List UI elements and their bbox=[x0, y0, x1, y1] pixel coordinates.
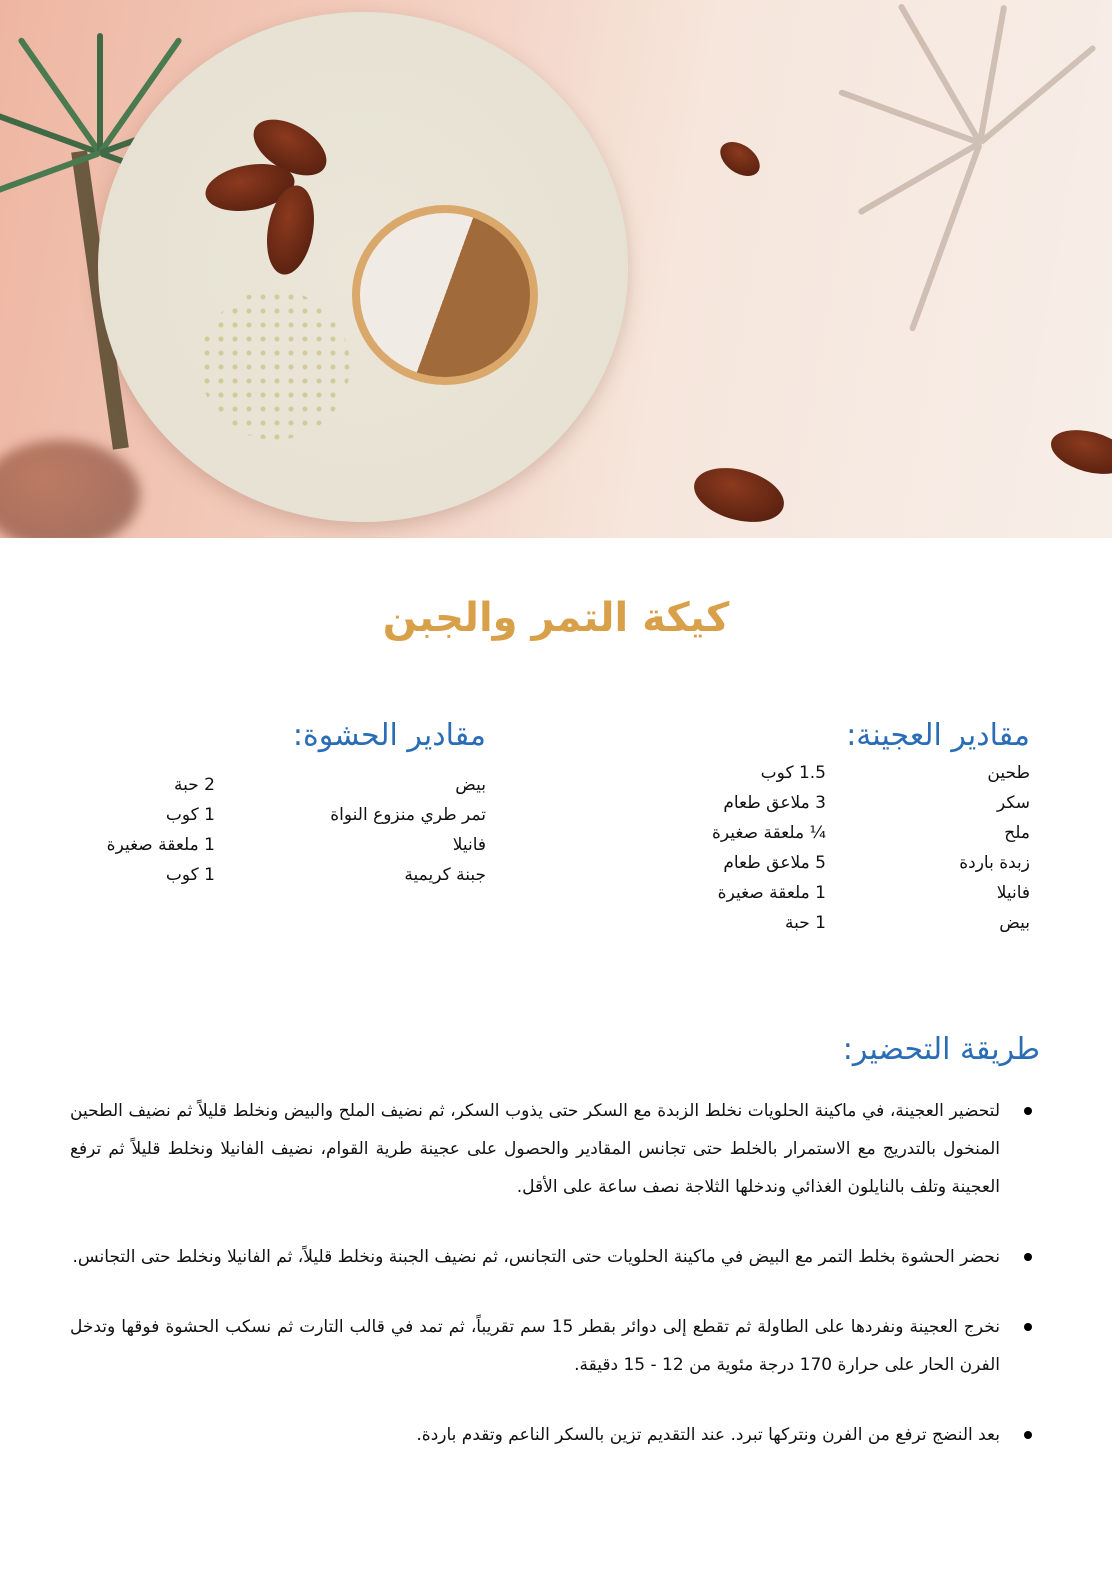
pistachio-sprinkle bbox=[200, 290, 350, 440]
ingredient-row bbox=[700, 908, 1030, 938]
ingredient-name: بيض bbox=[455, 775, 486, 795]
date bbox=[688, 459, 790, 531]
ingredient-qty: 3 ملاعق طعام bbox=[723, 793, 826, 813]
ingredient-name: طحين bbox=[987, 763, 1030, 783]
ingredient-row bbox=[700, 758, 1030, 788]
ingredient-name: فانيلا bbox=[452, 835, 486, 855]
ingredient-row bbox=[700, 848, 1030, 878]
method-heading: طريقة التحضير: bbox=[842, 1032, 1040, 1067]
hero-image bbox=[0, 0, 1112, 538]
ingredient-name: فانيلا bbox=[996, 883, 1030, 903]
ingredient-qty: 1 ملعقة صغيرة bbox=[717, 883, 826, 903]
ingredient-qty: 5 ملاعق طعام bbox=[723, 853, 826, 873]
ingredient-name: زبدة باردة bbox=[959, 853, 1030, 873]
ingredient-qty: 1 ملعقة صغيرة bbox=[106, 835, 215, 855]
ingredient-row bbox=[86, 860, 486, 890]
date bbox=[714, 135, 766, 183]
method-step: نخرج العجينة ونفردها على الطاولة ثم تقطع إلى دوائر بقطر 15 سم تقريباً، ثم تمد في قالب التارت ثم نسكب الحشوة فوقها وتدخل الفرن الحار على حرارة 170 درجة مئوية من 12 - 15 دقيقة. bbox=[70, 1308, 1000, 1384]
ingredient-name: تمر طري منزوع النواة bbox=[330, 805, 486, 825]
ingredient-name: ملح bbox=[1004, 823, 1030, 843]
ingredient-name: سكر bbox=[996, 793, 1030, 813]
ingredient-row bbox=[86, 830, 486, 860]
dough-ingredients bbox=[700, 758, 1030, 938]
ingredient-row bbox=[86, 770, 486, 800]
filling-ingredients bbox=[86, 770, 486, 890]
method-steps bbox=[70, 1092, 1040, 1486]
recipe-title: كيكة التمر والجبن bbox=[382, 595, 730, 641]
ingredient-qty: 1 كوب bbox=[165, 805, 215, 825]
ingredient-qty: ¼ ملعقة صغيرة bbox=[712, 823, 826, 843]
method-step: لتحضير العجينة، في ماكينة الحلويات نخلط الزبدة مع السكر حتى يذوب السكر، ثم نضيف الملح والبيض ونخلط قليلاً ثم نضيف الطحين المنخول بالتدريج مع الاستمرار بالخلط حتى تجانس المقادير والحصول على عجينة طرية القوام، نضيف الفانيلا ونخلط قليلاً ثم ترفع العجينة وتلف بالنايلون الغذائي وندخلها الثلاجة نصف ساعة على الأقل. bbox=[70, 1092, 1000, 1206]
ingredient-qty: 2 حبة bbox=[174, 775, 215, 795]
ingredient-name: بيض bbox=[999, 913, 1030, 933]
ingredient-row bbox=[700, 818, 1030, 848]
date-cheese-tart bbox=[352, 205, 538, 385]
ingredient-name: جبنة كريمية bbox=[404, 865, 486, 885]
dough-heading: مقادير العجينة: bbox=[846, 718, 1030, 753]
date-blurred bbox=[0, 440, 140, 538]
ingredient-qty: 1 حبة bbox=[785, 913, 826, 933]
date bbox=[1046, 422, 1112, 481]
ingredient-row bbox=[700, 788, 1030, 818]
ingredient-qty: 1.5 كوب bbox=[760, 763, 826, 783]
method-step: بعد النضج ترفع من الفرن ونتركها تبرد. عند التقديم تزين بالسكر الناعم وتقدم باردة. bbox=[70, 1416, 1000, 1454]
ingredient-row bbox=[700, 878, 1030, 908]
filling-heading: مقادير الحشوة: bbox=[292, 718, 486, 753]
method-step: نحضر الحشوة بخلط التمر مع البيض في ماكينة الحلويات حتى التجانس، ثم نضيف الجبنة ونخلط قليلاً، ثم الفانيلا ونخلط حتى التجانس. bbox=[70, 1238, 1000, 1276]
ingredient-row bbox=[86, 800, 486, 830]
ingredient-qty: 1 كوب bbox=[165, 865, 215, 885]
